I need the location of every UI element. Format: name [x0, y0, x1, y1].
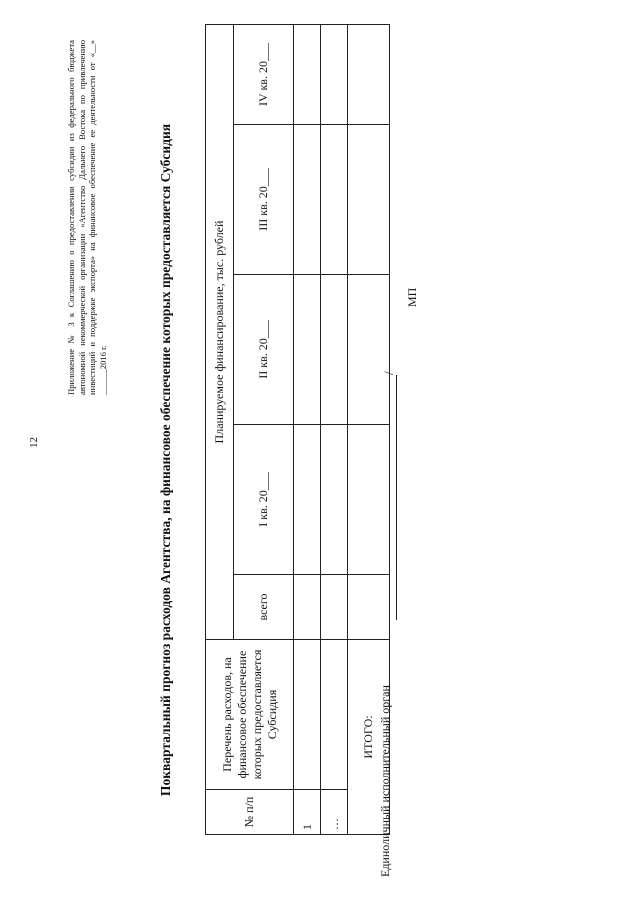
signature-slash: / — [381, 371, 396, 375]
row-cell — [321, 425, 348, 575]
row-cell — [294, 425, 321, 575]
header-num: № п/п — [206, 790, 294, 835]
header-q3: III кв. 20___ — [234, 125, 294, 275]
row-cell — [321, 125, 348, 275]
header-total: всего — [234, 575, 294, 640]
page-number: 12 — [28, 437, 40, 448]
forecast-table — [205, 24, 390, 835]
total-cell — [348, 575, 390, 640]
row-num: … — [321, 790, 348, 835]
row-name — [294, 640, 321, 790]
header-row — [206, 25, 234, 835]
table-row — [294, 25, 321, 835]
row-num: 1 — [294, 790, 321, 835]
table-row — [321, 25, 348, 835]
total-cell — [348, 25, 390, 125]
header-expense-list: Перечень расходов, на финансовое обеспечение которых предоставляется Субсидия — [206, 640, 294, 790]
row-cell — [321, 275, 348, 425]
signature-line — [396, 375, 397, 620]
header-planned-financing: Планируемое финансирование, тыс. рублей — [206, 25, 234, 640]
appendix-note: Приложение № 3 к Соглашению о предоставлении субсидии из федерального бюджета автономной некоммерческой организации «Агентство Дальнего Востока по привлечению инвестиций и поддержке экспорта» на финансовое обеспечение ее деятельности от «__» ______2016 г. — [66, 40, 108, 395]
header-q4: IV кв. 20___ — [234, 25, 294, 125]
row-cell — [294, 275, 321, 425]
total-label: ИТОГО: — [348, 640, 390, 835]
total-cell — [348, 425, 390, 575]
row-cell — [294, 575, 321, 640]
row-cell — [294, 25, 321, 125]
total-cell — [348, 275, 390, 425]
row-name — [321, 640, 348, 790]
total-cell — [348, 125, 390, 275]
signer-label: Единоличный исполнительный орган — [378, 685, 392, 877]
header-q2: II кв. 20___ — [234, 275, 294, 425]
document-title: Поквартальный прогноз расходов Агентства, на финансовое обеспечение которых предоставляется Субсидия — [158, 123, 173, 797]
row-cell — [294, 125, 321, 275]
stamp-label: МП — [405, 287, 419, 307]
header-q1: I кв. 20___ — [234, 425, 294, 575]
row-cell — [321, 25, 348, 125]
row-cell — [321, 575, 348, 640]
